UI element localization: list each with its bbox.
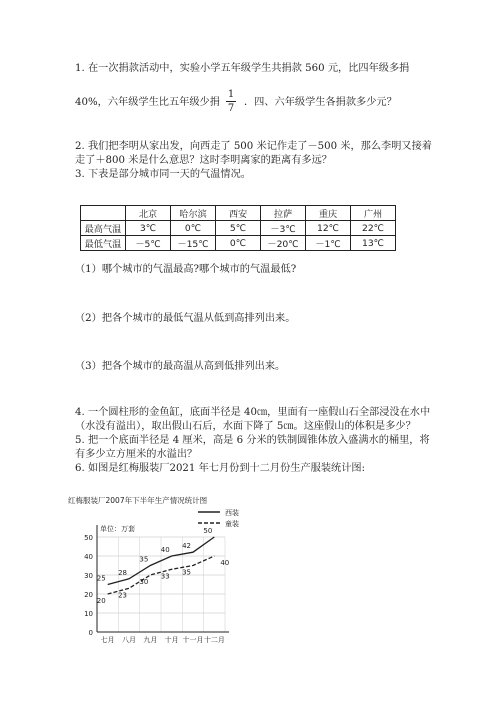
q5-line1: 5. 把一个底面半径是 4 厘米，高是 6 分米的铁制圆锥体放入盛满水的桶里，将	[75, 435, 430, 446]
table-header-cell: 拉萨	[261, 206, 306, 221]
table-cell: －5℃	[126, 236, 171, 251]
data-label: 28	[118, 568, 127, 577]
table-corner-cell	[81, 206, 126, 221]
table-cell: 3℃	[126, 221, 171, 236]
q2-line1: 2. 我们把李明从家出发，向西走了 500 米记作走了－500 米，那么李明又接着	[75, 141, 432, 152]
fraction-numerator: 1	[227, 89, 235, 100]
data-label: 35	[182, 568, 191, 577]
y-tick-label: 10	[84, 610, 93, 618]
table-row-label: 最低气温	[81, 236, 126, 251]
legend-label: 童装	[225, 520, 239, 528]
data-label: 42	[182, 542, 191, 551]
q1-line2b: ．四、六年级学生各捐款多少元？	[244, 97, 397, 108]
data-label: 33	[160, 572, 170, 581]
y-tick-label: 50	[84, 534, 93, 542]
chart-unit-label: 单位：万套	[100, 525, 135, 533]
q1-line1: 1. 在一次捐款活动中，实验小学五年级学生共捐款 560 元，比四年级多捐	[75, 63, 410, 74]
x-tick-label: 七月	[100, 636, 115, 644]
fraction-bar	[226, 101, 236, 102]
q3-intro: 3. 下表是部分城市同一天的气温情况。	[75, 169, 251, 180]
table-header-cell: 重庆	[306, 206, 351, 221]
table-cell: 22℃	[351, 221, 396, 236]
table-header-cell: 哈尔滨	[171, 206, 216, 221]
data-label: 50	[203, 527, 213, 535]
table-cell: －15℃	[171, 236, 216, 251]
fraction-denominator: 7	[227, 103, 235, 114]
table-cell: 0℃	[171, 221, 216, 236]
q3-sub1: （1）哪个城市的气温最高?哪个城市的气温最低?	[75, 264, 297, 275]
table-row-label: 最高气温	[81, 221, 126, 236]
data-label: 25	[96, 574, 106, 583]
table-cell: －20℃	[261, 236, 306, 251]
chart-title: 红梅服装厂2007年下半年生产情况统计图	[68, 496, 208, 505]
legend-label: 西装	[225, 509, 239, 517]
q3-sub3: （3）把各个城市的最高温从高到低排列出来。	[75, 361, 286, 372]
table-cell: 5℃	[216, 221, 261, 236]
table-header-row	[81, 206, 396, 221]
y-tick-label: 0	[88, 629, 93, 637]
temperature-table	[80, 205, 396, 251]
table-cell: 13℃	[351, 236, 396, 251]
table-cell: 12℃	[306, 221, 351, 236]
table-header-cell: 北京	[126, 206, 171, 221]
data-label: 23	[118, 591, 127, 600]
table-cell: 0℃	[216, 236, 261, 251]
q1-line2a: 40%，六年级学生比五年级少捐	[75, 97, 220, 108]
table-cell: －1℃	[306, 236, 351, 251]
data-label: 35	[139, 555, 149, 564]
q1-fraction	[226, 89, 236, 114]
q6-intro: 6. 如图是红梅服装厂2021 年七月份到十二月份生产服装统计图:	[75, 463, 366, 474]
q4-line1: 4. 一个圆柱形的金鱼缸，底面半径是 40㎝，里面有一座假山石全部浸没在水中	[75, 407, 431, 418]
table-header-cell: 广州	[351, 206, 396, 221]
data-label: 30	[139, 578, 149, 586]
table-row	[81, 221, 396, 236]
series-line-0	[108, 537, 215, 585]
table-row	[81, 236, 396, 251]
q2-line2: 走了＋800 米是什么意思？这时李明离家的距离有多远？	[75, 155, 332, 166]
x-tick-label: 八月	[122, 636, 136, 644]
x-tick-label: 九月	[143, 636, 158, 644]
data-label: 40	[220, 559, 230, 567]
q4-line2: （水没有溢出），取出假山石后，水面下降了 5㎝。这座假山的体积是多少？	[75, 421, 416, 432]
q3-sub2: （2）把各个城市的最低气温从低到高排列出来。	[75, 313, 296, 324]
table-cell: －3℃	[261, 221, 306, 236]
y-tick-label: 20	[84, 591, 93, 599]
data-label: 40	[160, 546, 170, 554]
x-tick-label: 十一月	[182, 636, 204, 644]
series-line-1	[108, 556, 215, 594]
y-tick-label: 30	[84, 572, 93, 580]
x-tick-label: 十月	[164, 636, 179, 644]
table-header-cell: 西安	[216, 206, 261, 221]
q5-line2: 有多少立方厘米的水溢出？	[75, 449, 198, 460]
x-tick-label: 十二月	[203, 636, 225, 644]
data-label: 20	[96, 597, 106, 605]
y-tick-label: 40	[84, 553, 93, 561]
